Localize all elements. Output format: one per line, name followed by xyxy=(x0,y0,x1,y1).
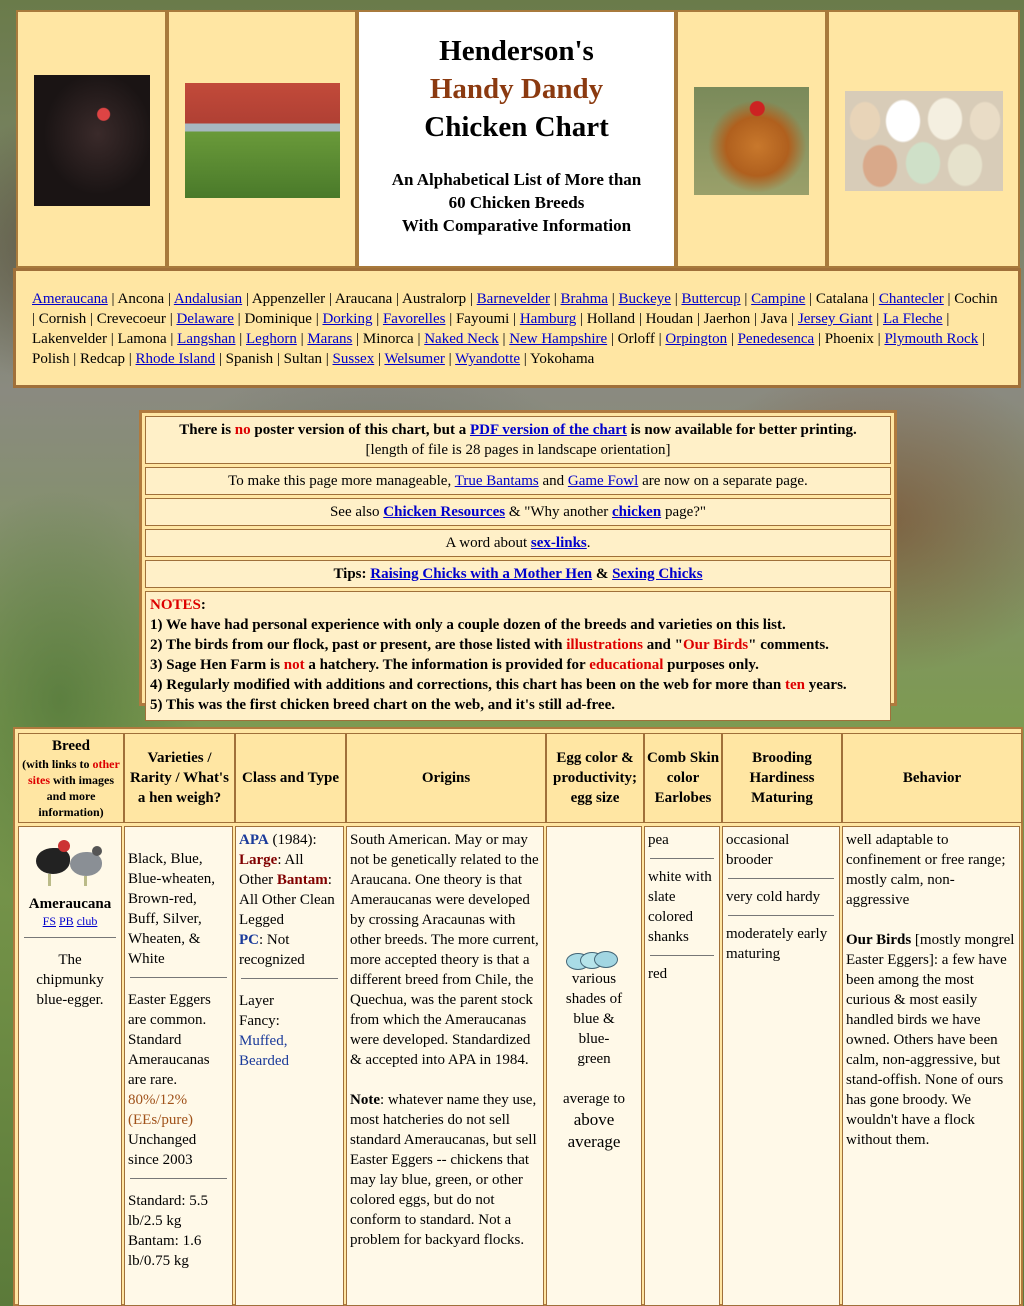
separate-pages-text-2: are now on a separate page. xyxy=(638,473,808,489)
nav-breed-favorelles[interactable]: Favorelles xyxy=(382,311,446,327)
nav-breed-orpington[interactable]: Orpington xyxy=(665,331,728,347)
see-also-text: See also xyxy=(329,504,384,520)
header-breed-label: Breed xyxy=(51,738,91,754)
nav-separator: | xyxy=(750,311,761,327)
type-fancy: Fancy: xyxy=(239,1013,280,1029)
nav-separator: | xyxy=(693,311,704,327)
separate-pages-notice xyxy=(145,467,891,495)
tips-ampersand: & xyxy=(592,566,613,582)
nav-breed-araucana: Araucana xyxy=(334,291,393,307)
nav-separator: | xyxy=(107,291,118,307)
class-apa xyxy=(239,830,340,850)
class-large-bantam xyxy=(239,850,340,930)
nav-separator: | xyxy=(509,311,520,327)
our-birds-label: Our Birds xyxy=(846,932,912,948)
class-pc-label: PC xyxy=(239,932,259,948)
origins-text: South American. May or may not be genetically related to the Araucana. One theory is that Ameraucanas were developed by crossing Aracaunas with other breeds. The more current, more accepted theory is that a different breed from Chile, the Quechua, was the parent stock from which the Ameraucanas were developed. Standardized & accepted into APA in 1984. xyxy=(350,832,539,1068)
header-comb: Comb Skin color Earlobes xyxy=(644,733,722,823)
club-link[interactable]: club xyxy=(76,914,98,928)
note-4-ten: ten xyxy=(785,677,806,693)
nav-separator: | xyxy=(873,331,885,347)
nav-breed-marans[interactable]: Marans xyxy=(307,331,353,347)
separate-pages-and: and xyxy=(538,473,568,489)
subtitle-line-3: With Comparative Information xyxy=(401,216,632,235)
nav-breed-sussex[interactable]: Sussex xyxy=(332,351,375,367)
nav-breed-ancona: Ancona xyxy=(117,291,165,307)
nav-separator: | xyxy=(520,351,530,367)
nav-separator: | xyxy=(106,331,118,347)
subtitle xyxy=(359,168,674,237)
note-3-text-3: purposes only. xyxy=(663,657,759,673)
hen-with-chicks-photo xyxy=(34,75,150,206)
true-bantams-link[interactable]: True Bantams xyxy=(454,473,539,489)
origins-cell xyxy=(346,826,544,1306)
nav-separator: | xyxy=(165,311,177,327)
pdf-version-link[interactable]: PDF version of the chart xyxy=(469,422,627,438)
header-varieties: Varieties / Rarity / What's a hen weigh? xyxy=(124,733,235,823)
nav-separator: | xyxy=(125,351,136,367)
sex-links-period: . xyxy=(586,535,591,551)
nav-separator: | xyxy=(635,311,646,327)
separate-pages-text: To make this page more manageable, xyxy=(228,473,455,489)
nav-breed-polish: Polish xyxy=(32,351,70,367)
nav-separator: | xyxy=(498,331,510,347)
nav-separator: | xyxy=(164,291,174,307)
nav-breed-penedesenca[interactable]: Penedesenca xyxy=(737,331,815,347)
nav-breed-lakenvelder: Lakenvelder xyxy=(32,331,107,347)
sexing-chicks-link[interactable]: Sexing Chicks xyxy=(612,566,703,582)
chicken-page-link[interactable]: chicken xyxy=(612,504,662,520)
nav-breed-spanish: Spanish xyxy=(225,351,274,367)
header-brooding: Brooding Hardiness Maturing xyxy=(722,733,842,823)
nav-separator: | xyxy=(444,351,456,367)
nav-separator: | xyxy=(740,291,752,307)
class-large-text: : All Other xyxy=(239,852,304,888)
comb-cell xyxy=(644,826,720,1306)
nav-breed-australorp: Australorp xyxy=(401,291,467,307)
nav-breed-yokohama: Yokohama xyxy=(530,351,595,367)
header-photo-cell-1 xyxy=(16,10,167,268)
skin-color: white with slate colored shanks xyxy=(648,869,712,945)
origins-note xyxy=(350,1090,540,1250)
chicken-resources-link[interactable]: Chicken Resources xyxy=(383,504,506,520)
pdf-notice-no: no xyxy=(234,422,251,438)
nav-breed-delaware[interactable]: Delaware xyxy=(176,311,234,327)
nav-breed-crevecoeur: Crevecoeur xyxy=(96,311,166,327)
nav-breed-barnevelder[interactable]: Barnevelder xyxy=(476,291,550,307)
nav-separator: | xyxy=(215,351,226,367)
nav-breed-leghorn[interactable]: Leghorn xyxy=(246,331,297,347)
note-3-educational: educational xyxy=(589,657,664,673)
breed-table xyxy=(13,727,1023,1306)
breed-name: Ameraucana xyxy=(28,896,112,912)
nav-separator: | xyxy=(607,291,619,307)
note-3-not: not xyxy=(283,657,305,673)
nav-separator: | xyxy=(32,311,39,327)
pdf-notice-text-3: is now available for better printing. xyxy=(626,422,857,438)
note-4-text-2: years. xyxy=(805,677,847,693)
title-line-1: Henderson's xyxy=(439,35,594,67)
rarity-text: Easter Eggers are common. Standard Ameraucanas are rare. xyxy=(128,992,211,1088)
note-3-text-2: a hatchery. The information is provided for xyxy=(304,657,590,673)
pdf-notice-text: There is xyxy=(179,422,235,438)
header-behavior: Behavior xyxy=(842,733,1022,823)
nav-separator: | xyxy=(445,311,456,327)
nav-breed-java: Java xyxy=(760,311,788,327)
nav-separator: | xyxy=(868,291,879,307)
header-breed-sub-red: other sites xyxy=(28,757,120,787)
nav-separator: | xyxy=(670,291,682,307)
nav-breed-new-hampshire[interactable]: New Hampshire xyxy=(509,331,608,347)
nav-separator: | xyxy=(607,331,618,347)
standard-weight: Standard: 5.5 lb/2.5 kg xyxy=(128,1193,208,1229)
tips-row xyxy=(145,560,891,588)
class-large-label: Large xyxy=(239,852,278,868)
rarity-percent: 80%/12% (EEs/pure) xyxy=(128,1092,193,1128)
notes-title: NOTES xyxy=(150,597,201,613)
sex-links-link[interactable]: sex-links xyxy=(530,535,587,551)
nav-breed-wyandotte[interactable]: Wyandotte xyxy=(455,351,521,367)
nav-breed-campine[interactable]: Campine xyxy=(751,291,806,307)
nav-breed-orloff: Orloff xyxy=(617,331,655,347)
nav-separator: | xyxy=(325,291,335,307)
pdf-length-note: [length of file is 28 pages in landscape orientation] xyxy=(365,442,671,458)
note-3 xyxy=(150,655,886,675)
nav-separator: | xyxy=(311,311,323,327)
title-line-3: Chicken Chart xyxy=(424,111,609,143)
maturing-text: moderately early maturing xyxy=(726,926,828,962)
header-egg: Egg color & productivity; egg size xyxy=(546,733,644,823)
nav-breed-dorking[interactable]: Dorking xyxy=(322,311,373,327)
nav-separator: | xyxy=(576,311,587,327)
nav-breed-jaerhon: Jaerhon xyxy=(703,311,751,327)
note-2-illustrations: illustrations xyxy=(566,637,643,653)
brooding-cell xyxy=(722,826,840,1306)
nav-breed-cornish: Cornish xyxy=(38,311,87,327)
nav-separator: | xyxy=(374,351,385,367)
breed-cell xyxy=(18,826,122,1306)
nav-breed-hamburg[interactable]: Hamburg xyxy=(519,311,577,327)
breed-description: The chipmunky blue-egger. xyxy=(36,952,104,1008)
egg-cell xyxy=(546,826,642,1306)
see-also-text-3: page?" xyxy=(661,504,707,520)
nav-breed-buttercup[interactable]: Buttercup xyxy=(681,291,741,307)
header-photo-cell-2 xyxy=(167,10,357,268)
note-2-text-3: " comments. xyxy=(748,637,829,653)
ameraucana-pair-icon xyxy=(30,834,110,890)
nav-breed-dominique: Dominique xyxy=(244,311,312,327)
nav-separator: | xyxy=(814,331,825,347)
pb-link[interactable]: PB xyxy=(59,914,74,928)
note-4-text: 4) Regularly modified with additions and corrections, this chart has been on the web for more than xyxy=(150,677,786,693)
nav-breed-lamona: Lamona xyxy=(117,331,167,347)
golden-hen-photo xyxy=(694,87,809,195)
note-2-our-birds: Our Birds xyxy=(682,637,749,653)
origins-note-text: : whatever name they use, most hatcheries do not sell standard Ameraucanas, but sell Easter Eggers -- chickens that may lay blue, green, or other colored eggs, but do not conform to standard. Not a problem for backyard flocks. xyxy=(350,1092,537,1248)
nav-breed-catalana: Catalana xyxy=(815,291,869,307)
tips-label: Tips: xyxy=(333,566,371,582)
earlobe-color: red xyxy=(648,966,668,982)
class-pc xyxy=(239,930,340,970)
notes-section: NOTES: 1) We have had personal experience with only a couple dozen of the breeds and varieties on this list. 2) The birds from our flock, past or present, are those listed with illustrations and "Our Birds" comments. 3) Sage Hen Farm is not a hatchery. The information is provided for educational purposes only. 4) Regularly modified with additions and corrections, this chart has been on the web for more than ten years. 5) This was the first chicken breed chart on the web, and it's still ad-free. xyxy=(145,591,891,721)
nav-breed-houdan: Houdan xyxy=(645,311,694,327)
egg-productivity: average to xyxy=(562,1091,626,1107)
nav-separator: | xyxy=(372,311,383,327)
behavior-text: well adaptable to confinement or free range; mostly calm, non-aggressive xyxy=(846,832,1006,908)
unchanged-text: Unchanged since 2003 xyxy=(128,1132,197,1168)
class-cell xyxy=(235,826,344,1306)
nav-breed-minorca: Minorca xyxy=(362,331,414,347)
varieties-cell xyxy=(124,826,233,1306)
nav-breed-andalusian[interactable]: Andalusian xyxy=(173,291,243,307)
nav-separator: | xyxy=(352,331,363,347)
nav-separator: | xyxy=(242,291,252,307)
note-5: 5) This was the first chicken breed chart on the web, and it's still ad-free. xyxy=(150,697,615,713)
egg-color: various shades of blue & blue-green xyxy=(565,971,623,1067)
class-apa-year: (1984): xyxy=(268,832,317,848)
raising-chicks-link[interactable]: Raising Chicks with a Mother Hen xyxy=(370,566,593,582)
type-layer: Layer xyxy=(239,993,274,1009)
nav-separator: | xyxy=(322,351,333,367)
header-photo-cell-3 xyxy=(676,10,827,268)
nav-breed-buckeye[interactable]: Buckeye xyxy=(618,291,671,307)
header-photo-cell-4 xyxy=(827,10,1020,268)
class-bantam-label: Bantam xyxy=(276,872,328,888)
varieties-list: Black, Blue, Blue-wheaten, Brown-red, Buff, Silver, Wheaten, & White xyxy=(128,851,216,967)
type-fancy-values: Muffed, Bearded xyxy=(239,1033,289,1069)
subtitle-line-2: 60 Chicken Breeds xyxy=(448,193,585,212)
nav-breed-jersey-giant[interactable]: Jersey Giant xyxy=(797,311,873,327)
nav-separator: | xyxy=(466,291,477,307)
nav-separator: | xyxy=(296,331,308,347)
behavior-cell xyxy=(842,826,1020,1306)
nav-separator: | xyxy=(727,331,738,347)
note-4 xyxy=(150,675,886,695)
class-pc-text: : Not recognized xyxy=(239,932,305,968)
nav-breed-naked-neck[interactable]: Naked Neck xyxy=(424,331,499,347)
nav-separator: | xyxy=(805,291,816,307)
class-apa-label: APA xyxy=(239,832,269,848)
nav-separator: | xyxy=(86,311,97,327)
header-class: Class and Type xyxy=(235,733,346,823)
note-3-text: 3) Sage Hen Farm is xyxy=(150,657,284,673)
nav-breed-sultan: Sultan xyxy=(283,351,322,367)
header-origins: Origins xyxy=(346,733,546,823)
hardiness-text: very cold hardy xyxy=(726,889,821,905)
nav-breed-appenzeller: Appenzeller xyxy=(251,291,326,307)
nav-separator: | xyxy=(273,351,284,367)
note-2 xyxy=(150,635,886,655)
nav-breed-plymouth-rock[interactable]: Plymouth Rock xyxy=(884,331,979,347)
nav-breed-redcap: Redcap xyxy=(80,351,126,367)
egg-productivity-2: above average xyxy=(567,1110,621,1151)
sex-links-text: A word about xyxy=(445,535,531,551)
our-birds-note xyxy=(846,930,1016,1150)
nav-breed-brahma[interactable]: Brahma xyxy=(560,291,608,307)
nav-breed-holland: Holland xyxy=(586,311,636,327)
nav-breed-welsumer[interactable]: Welsumer xyxy=(384,351,445,367)
nav-breed-phoenix: Phoenix xyxy=(824,331,874,347)
nav-breed-langshan[interactable]: Langshan xyxy=(177,331,236,347)
class-bantam-text: : All Other Clean Legged xyxy=(239,872,335,928)
comb-type: pea xyxy=(648,832,669,848)
header-breed-sub: (with links to xyxy=(22,757,93,771)
nav-separator: | xyxy=(787,311,798,327)
nav-separator: | xyxy=(942,311,950,327)
pdf-notice-text-2: poster version of this chart, but a xyxy=(250,422,470,438)
breed-navigation xyxy=(13,268,1021,388)
bantam-weight: Bantam: 1.6 lb/0.75 kg xyxy=(128,1233,202,1269)
title-line-2: Handy Dandy xyxy=(429,73,604,105)
nav-breed-ameraucana[interactable]: Ameraucana xyxy=(32,291,108,307)
nav-separator: | xyxy=(549,291,561,307)
nav-breed-la-fleche[interactable]: La Fleche xyxy=(883,311,943,327)
note-2-text: 2) The birds from our flock, past or present, are those listed with xyxy=(150,637,567,653)
nav-breed-rhode-island[interactable]: Rhode Island xyxy=(135,351,216,367)
blue-eggs-icon xyxy=(566,951,622,969)
nav-breed-chantecler[interactable]: Chantecler xyxy=(878,291,944,307)
nav-separator: | xyxy=(978,331,985,347)
flock-in-yard-photo xyxy=(185,83,340,198)
nav-breed-cochin: Cochin xyxy=(954,291,998,307)
header-breed xyxy=(18,733,124,823)
nav-separator: | xyxy=(235,331,246,347)
nav-breed-fayoumi: Fayoumi xyxy=(455,311,510,327)
see-also-text-2: & "Why another xyxy=(505,504,613,520)
note-2-text-2: and " xyxy=(642,637,683,653)
pdf-notice xyxy=(145,416,891,464)
nav-separator: | xyxy=(233,311,245,327)
nav-separator: | xyxy=(69,351,81,367)
our-birds-text: [mostly mongrel Easter Eggers]: a few have been among the most curious & most easily handled birds we have owned. Others have been calm, non-aggressive, but stand-offish. None of ours has gone broody. We wouldn't have a flock without them. xyxy=(846,932,1015,1148)
nav-separator: | xyxy=(654,331,666,347)
fs-link[interactable]: FS xyxy=(42,914,56,928)
nav-separator: | xyxy=(943,291,955,307)
nav-separator: | xyxy=(166,331,178,347)
nav-separator: | xyxy=(413,331,425,347)
brooding-text: occasional brooder xyxy=(726,832,790,868)
info-box xyxy=(139,410,897,713)
sex-links-row xyxy=(145,529,891,557)
see-also-row xyxy=(145,498,891,526)
origins-note-label: Note xyxy=(350,1092,380,1108)
title-cell xyxy=(357,10,676,268)
subtitle-line-1: An Alphabetical List of More than xyxy=(391,170,642,189)
note-1: 1) We have had personal experience with only a couple dozen of the breeds and varieties on this list. xyxy=(150,617,786,633)
game-fowl-link[interactable]: Game Fowl xyxy=(567,473,639,489)
nav-separator: | xyxy=(872,311,884,327)
colored-eggs-photo xyxy=(845,91,1003,191)
nav-separator: | xyxy=(392,291,402,307)
header-breed-sub-2: with images and more information) xyxy=(38,773,114,819)
